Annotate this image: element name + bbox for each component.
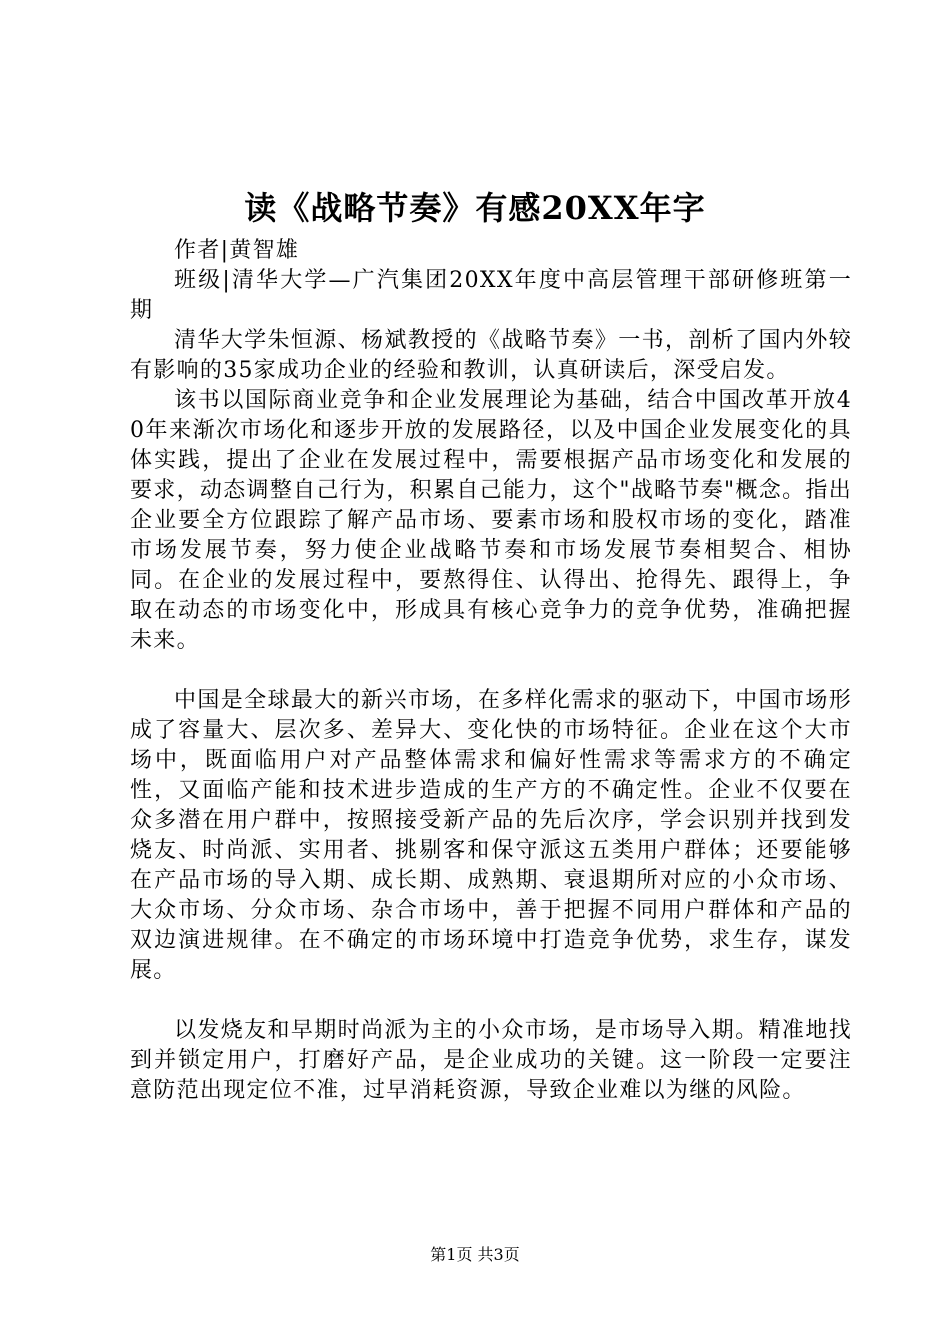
document-body — [130, 236, 852, 1106]
page-number: 第1页 共3页 — [430, 1245, 520, 1264]
class-line: 班级|清华大学—广汽集团20XX年度中高层管理干部研修班第一期 — [130, 268, 852, 323]
paragraph: 以发烧友和早期时尚派为主的小众市场，是市场导入期。精准地找到并锁定用户，打磨好产品，是企业成功的关键。这一阶段一定要注意防范出现定位不准，过早消耗资源，导致企业难以为继的风险。 — [130, 1018, 852, 1103]
paragraph: 该书以国际商业竞争和企业发展理论为基础，结合中国改革开放40年来渐次市场化和逐步开放的发展路径，以及中国企业发展变化的具体实践，提出了企业在发展过程中，需要根据产品市场变化和发展的要求，动态调整自己行为，积累自己能力，这个"战略节奏"概念。指出企业要全方位跟踪了解产品市场、要素市场和股权市场的变化，踏准市场发展节奏，努力使企业战略节奏和市场发展节奏相契合、相协同。在企业的发展过程中，要熬得住、认得出、抢得先、跟得上，争取在动态的市场变化中，形成具有核心竞争力的竞争优势，准确把握未来。 — [130, 388, 852, 653]
page-footer — [0, 1244, 950, 1266]
paragraph: 中国是全球最大的新兴市场，在多样化需求的驱动下，中国市场形成了容量大、层次多、差异大、变化快的市场特征。企业在这个大市场中，既面临用户对产品整体需求和偏好性需求等需求方的不确定性，又面临产能和技术进步造成的生产方的不确定性。企业不仅要在众多潜在用户群中，按照接受新产品的先后次序，学会识别并找到发烧友、时尚派、实用者、挑剔客和保守派这五类用户群体；还要能够在产品市场的导入期、成长期、成熟期、衰退期所对应的小众市场、大众市场、分众市场、杂合市场中，善于把握不同用户群体和产品的双边演进规律。在不确定的市场环境中打造竞争优势，求生存，谋发展。 — [130, 688, 852, 983]
paragraph: 清华大学朱恒源、杨斌教授的《战略节奏》一书，剖析了国内外较有影响的35家成功企业的经验和教训，认真研读后，深受启发。 — [130, 328, 852, 383]
document-title: 读《战略节奏》有感20XX年字 — [244, 189, 706, 227]
author-line: 作者|黄智雄 — [174, 238, 300, 263]
